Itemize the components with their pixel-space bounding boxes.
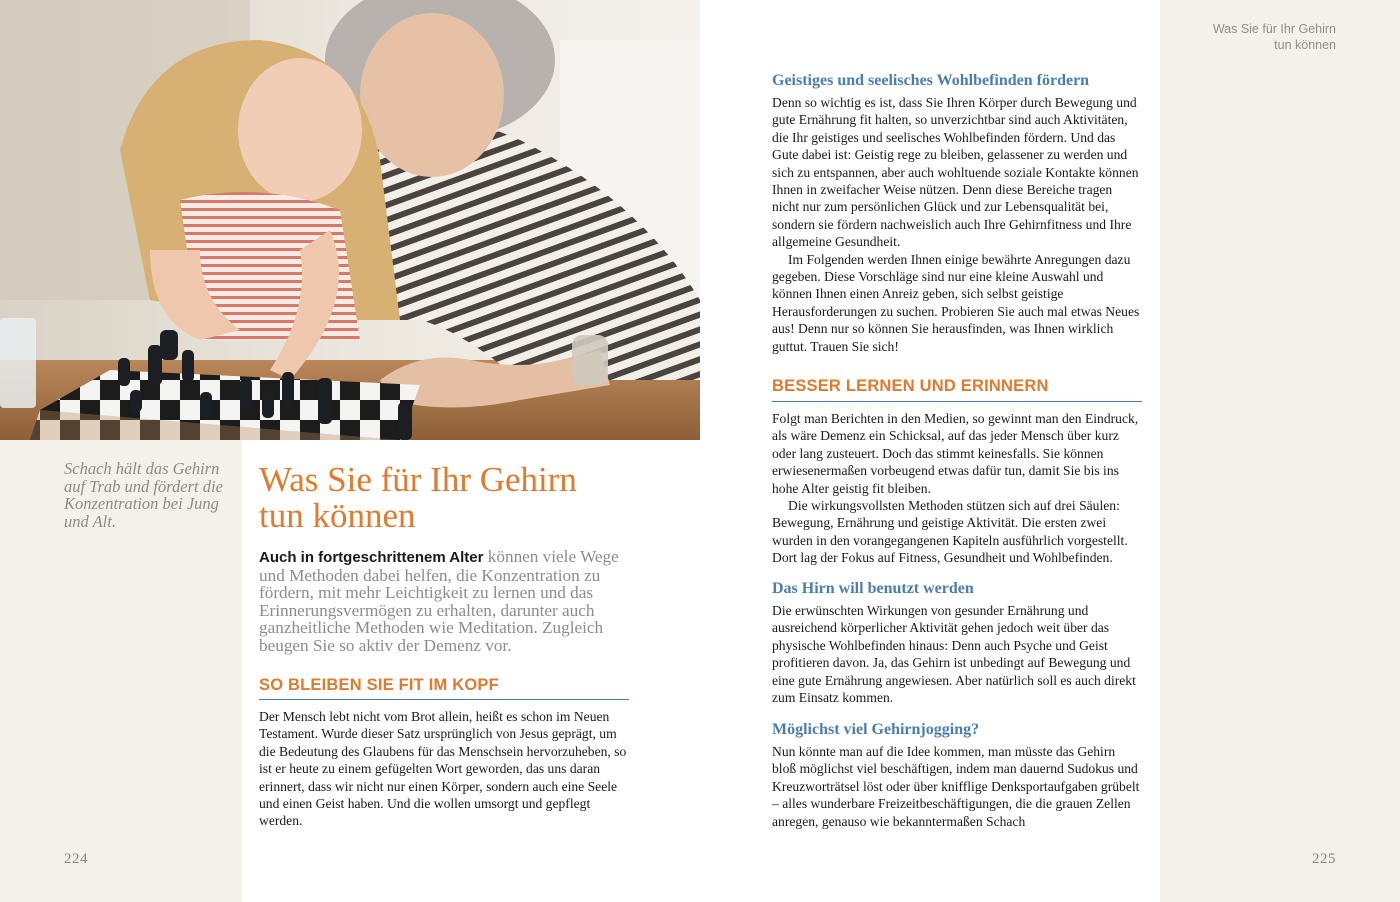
paragraph: Die wirkungsvollsten Methoden stützen sich auf drei Säulen: Bewegung, Ernährung und geistige Aktivität. Die ersten zwei wurden in den vorangegangenen Kapiteln ausführlich vorgestellt. Dort lag der Fokus auf Fitness, Gesundheit und Wohlbefinden. <box>772 498 1128 566</box>
running-head-line-1: Was Sie für Ihr Gehirn <box>1212 22 1336 36</box>
photo-girl-grandmother-chess-icon <box>0 0 700 440</box>
page-title <box>259 462 639 534</box>
paragraph: Folgt man Berichten in den Medien, so gewinnt man den Eindruck, als wäre Demenz ein Schicksal, auf das jeder Mensch über kurz oder lang zusteuert. Doch das stimmt keinesfalls. Sie können erwiesenermaßen vorbeugend etwas dafür tun, damit Sie bis ins hohe Alter geistig fit bleiben. <box>772 411 1139 496</box>
paragraph: Der Mensch lebt nicht vom Brot allein, heißt es schon im Neuen Testament. Wurde dieser Satz ursprünglich von Jesus geprägt, um die Bedeutung des Glaubens für das Menschsein hervorzuheben, so ist er heute zu einem gefügelten Wort geworden, das uns daran erinnert, dass wir nicht nur einen Körper, sondern auch eine Seele und einen Geist haben. Und die wollen umsorgt und gepflegt werden. <box>259 709 627 829</box>
section-heading-besser-lernen: BESSER LERNEN UND ERINNERN <box>772 377 1049 395</box>
subheading-hirn-benutzt: Das Hirn will benutzt werden <box>772 580 974 597</box>
page-number-right: 225 <box>1312 851 1336 867</box>
title-line-2: tun können <box>259 496 416 535</box>
lead-rest: können viele Wege und Methoden dabei helfen, die Konzentration zu fördern, mit mehr Leichtigkeit zu lernen und das Erinnerungsvermögen zu erhalten, darunter auch ganzheitliche Methoden wie Meditation. Zugleich beugen Sie so aktiv der Demenz vor. <box>259 547 619 655</box>
subheading-wohlbefinden: Geistiges und seelisches Wohlbefinden fördern <box>772 72 1090 89</box>
section-heading-fit-im-kopf: SO BLEIBEN SIE FIT IM KOPF <box>259 676 499 694</box>
chess-photo <box>0 0 700 440</box>
body-paragraph-left <box>259 708 629 830</box>
paragraph: Nun könnte man auf die Idee kommen, man müsste das Gehirn bloß möglichst viel beschäftigen, indem man dauernd Sudokus und Kreuzworträtsel löst oder über knifflige Denksportaufgaben grübelt – alles wunderbare Freizeitbeschäftigungen, die die grauen Zellen anregen, genauso wie bekanntermaßen Schach <box>772 744 1140 829</box>
lead-strong: Auch in fortgeschrittenem Alter <box>259 549 484 566</box>
lead-paragraph <box>259 548 639 654</box>
body-block-right-3 <box>772 602 1142 706</box>
paragraph: Denn so wichtig es ist, dass Sie Ihren Körper durch Bewegung und gute Ernährung fit halten, so unverzichtbar sind auch Aktivitäten, die Ihr geistiges und seelisches Wohlbefinden fördern. Und das Gute dabei ist: Geistig rege zu bleiben, gelassener zu werden und sich zu entspannen, aber auch wohltuende soziale Kontakte können Ihnen in zweifacher Weise nützen. Denn diese Bereiche tragen nicht nur zum persönlichen Glück und zur Lebensqualität bei, sondern sie fördern nachweislich auch Ihre Gehirnfitness und Ihre allgemeine Gesundheit. <box>772 95 1139 250</box>
body-block-right-1 <box>772 94 1142 355</box>
photo-caption: Schach hält das Gehirn auf Trab und fördert die Konzentration bei Jung und Alt. <box>64 459 223 531</box>
section-rule <box>772 401 1142 402</box>
page-number-left: 224 <box>64 851 88 867</box>
title-line-1: Was Sie für Ihr Gehirn <box>259 460 577 499</box>
paragraph: Im Folgenden werden Ihnen einige bewährte Anregungen dazu gegeben. Diese Vorschläge sind nur eine kleine Auswahl und können Ihnen einen Anreiz geben, sich selbst geistige Herausforderungen zu suchen. Probieren Sie auch mal etwas Neues aus! Denn nur so können Sie herausfinden, was Ihnen wirklich guttut. Trauen Sie sich! <box>772 251 1140 354</box>
body-block-right-2 <box>772 410 1142 567</box>
paragraph: Die erwünschten Wirkungen von gesunder Ernährung und ausreichend körperlicher Aktivität gehen jedoch weit über das physische Wohlbefinden hinaus: Denn auch Psyche und Geist profitieren davon. Ja, das Gehirn ist unbedingt auf Bewegung und eine gute Ernährung angewiesen. Aber natürlich soll es auch direkt zum Einsatz kommen. <box>772 603 1136 706</box>
subheading-gehirnjogging: Möglichst viel Gehirnjogging? <box>772 721 980 738</box>
section-rule <box>259 699 629 700</box>
running-head <box>1180 22 1336 53</box>
running-head-line-2: tun können <box>1274 37 1336 52</box>
body-block-right-4 <box>772 743 1142 830</box>
right-margin-panel <box>1160 0 1400 902</box>
